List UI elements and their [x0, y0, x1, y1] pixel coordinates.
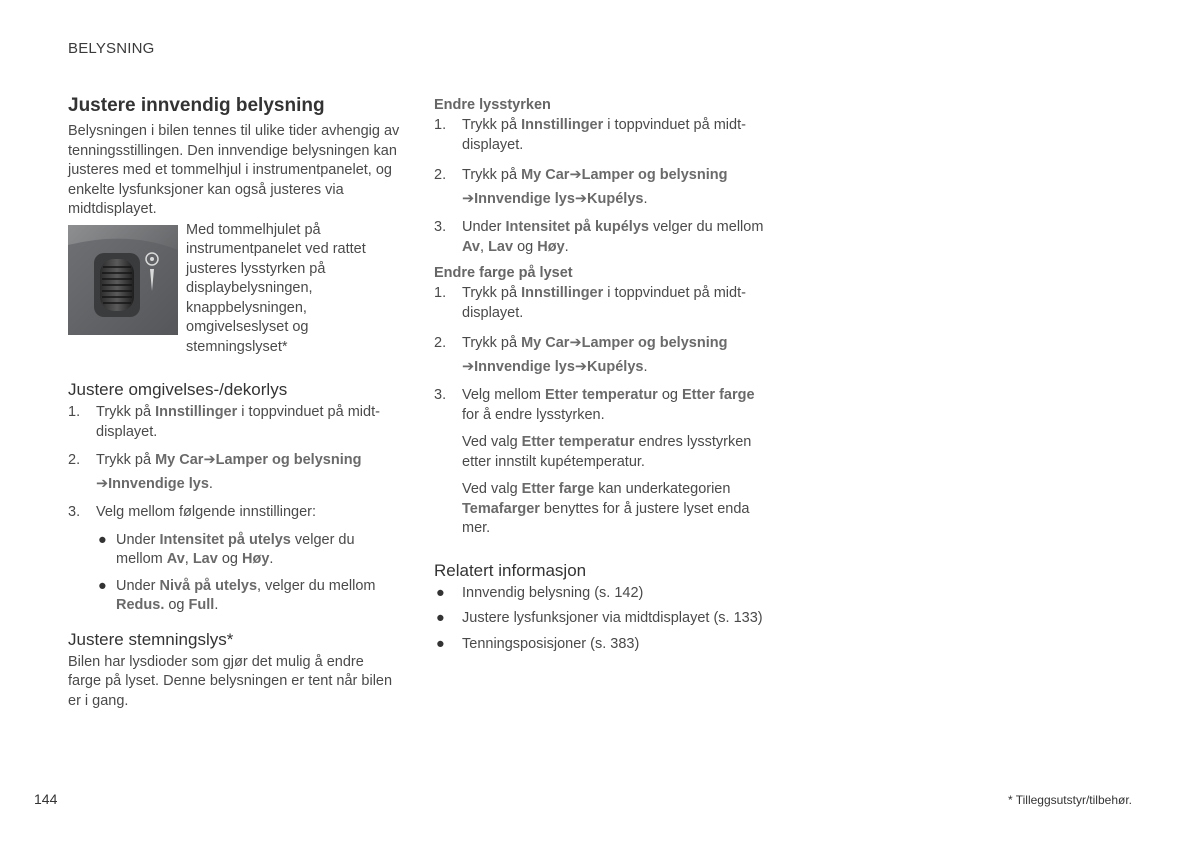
note-color: Ved valg Etter farge kan underkategorien Temafarger benyttes for å justere lyset enda mer.	[462, 481, 750, 536]
bullet-icon: ●	[436, 584, 445, 601]
menu-label: Innstillinger	[521, 117, 604, 133]
subsection-title-color: Endre farge på lyset	[434, 265, 573, 281]
arrow-icon: ➔	[462, 358, 475, 375]
section-header: BELYSNING	[68, 40, 155, 57]
related-link[interactable]: ● Justere lysfunksjoner via midtdisplayet (s. 133)	[434, 609, 770, 629]
arrow-icon: ➔	[574, 358, 588, 375]
list-item: 2. Trykk på My Car➔Lamper og belysning ➔Innvendige lys.	[68, 452, 362, 492]
note-temperature: Ved valg Etter temperatur endres lysstyrken etter innstilt kupétemperatur.	[462, 434, 752, 470]
intro-text: Belysningen i bilen tennes til ulike tider avhengig av tenningsstillingen. Den innvendige belysningen kan justeres med et tommelhjul i instrumentpanelet, og enkelte lysfunksjoner kan også justeres via midtdisplayet.	[68, 123, 400, 217]
bullet-icon: ●	[436, 635, 445, 652]
mood-text: Bilen har lysdioder som gjør det mulig å endre farge på lyset. Denne belysningen er tent når bilen er i gang.	[68, 653, 393, 709]
menu-label: My Car	[155, 452, 204, 468]
list-item: 1. Trykk på Innstillinger i toppvinduet på midt-displayet.	[68, 404, 380, 440]
sub-list	[96, 531, 400, 616]
list-item: 2. Trykk på My Car➔Lamper og belysning ➔Innvendige lys➔Kupélys.	[434, 335, 728, 375]
page-number: 144	[34, 791, 58, 807]
related-link[interactable]: ● Innvendig belysning (s. 142)	[434, 584, 770, 604]
color-steps	[434, 284, 770, 539]
menu-label: Innvendige lys	[108, 475, 209, 492]
arrow-icon: ➔	[569, 167, 582, 183]
section-title-ambient: Justere omgivelses-/dekorlys	[68, 380, 288, 399]
list-item: 3. Velg mellom følgende innstillinger: ● Under Intensitet på utelys velger du mellom Av, Lav og Høy. ● Under Nivå på utelys, velger du mellom Redus. og Full.	[68, 503, 400, 616]
arrow-icon: ➔	[96, 475, 109, 492]
related-list	[434, 584, 770, 655]
list-item: 1. Trykk på Innstillinger i toppvinduet på midt-displayet.	[434, 285, 746, 321]
arrow-icon: ➔	[574, 190, 588, 207]
list-item: ● Under Nivå på utelys, velger du mellom Redus. og Full.	[98, 577, 376, 613]
page-title: Justere innvendig belysning	[68, 95, 325, 116]
menu-label: Innstillinger	[155, 404, 238, 420]
list-item: 1. Trykk på Innstillinger i toppvinduet på midt-displayet.	[434, 117, 746, 153]
left-column	[68, 94, 400, 711]
section-title-mood: Justere stemningslys*	[68, 629, 234, 649]
thumbwheel-illustration	[68, 225, 178, 335]
related-title: Relatert informasjon	[434, 560, 587, 580]
arrow-icon: ➔	[462, 190, 475, 207]
list-item: 3. Velg mellom Etter temperatur og Etter farge for å endre lysstyrken. Ved valg Etter temperatur endres lysstyrken etter innstilt kupétemperatur. Ved valg Etter farge kan underkategorien Temafarger benyttes for å justere lyset enda mer.	[434, 386, 770, 539]
list-item: 3. Under Intensitet på kupélys velger du mellom Av, Lav og Høy.	[434, 219, 764, 255]
arrow-icon: ➔	[203, 452, 216, 468]
brightness-steps	[434, 116, 770, 257]
right-column	[434, 96, 770, 660]
subsection-title-brightness: Endre lysstyrken	[434, 97, 551, 113]
list-item: ● Under Intensitet på utelys velger du mellom Av, Lav og Høy.	[98, 531, 355, 567]
menu-label: Lamper og belysning	[215, 452, 362, 468]
figure-row	[68, 221, 400, 358]
figure-caption: Med tommelhjulet på instrumentpanelet ved rattet justeres lysstyrken på displaybelysningen, knappbelysningen, omgivelseslyset og stemningslyset*	[186, 221, 366, 355]
bullet-icon: ●	[436, 610, 445, 626]
arrow-icon: ➔	[569, 335, 582, 351]
bullet-icon: ●	[98, 577, 107, 594]
list-item: 2. Trykk på My Car➔Lamper og belysning ➔Innvendige lys➔Kupélys.	[434, 167, 728, 207]
related-link[interactable]: ● Tenningsposisjoner (s. 383)	[434, 635, 770, 655]
bullet-icon: ●	[98, 531, 107, 548]
footnote: * Tilleggsutstyr/tilbehør.	[1007, 793, 1132, 807]
ambient-steps	[68, 403, 400, 616]
